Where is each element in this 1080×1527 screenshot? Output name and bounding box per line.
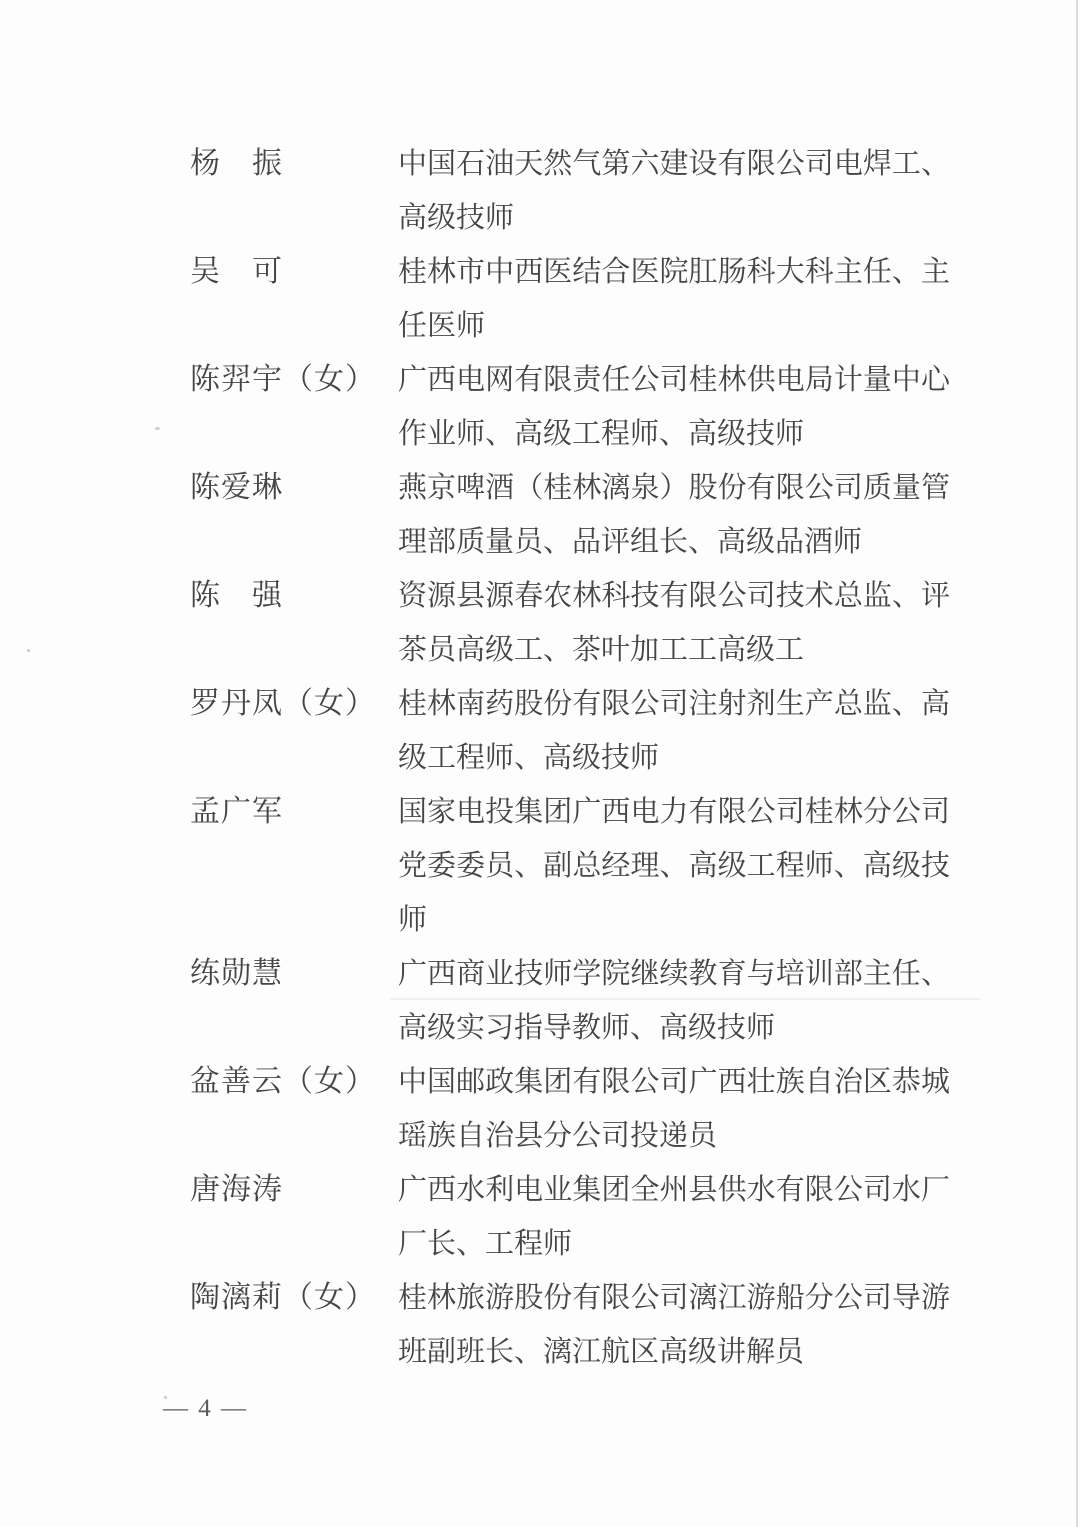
person-position: 中国石油天然气第六建设有限公司电焊工、高级技师 xyxy=(398,148,950,234)
person-name: 练勋慧 xyxy=(190,957,283,990)
page-number: — 4 — xyxy=(163,1395,248,1422)
honoree-entry xyxy=(190,1271,954,1379)
person-position: 广西电网有限责任公司桂林供电局计量中心作业师、高级工程师、高级技师 xyxy=(398,364,950,450)
honoree-entry xyxy=(190,1163,954,1271)
honoree-entry xyxy=(190,1055,954,1163)
person-name: 唐海涛 xyxy=(190,1173,283,1206)
person-name: 陈爱琳 xyxy=(190,471,283,504)
scan-edge-artifact xyxy=(1076,0,1078,1527)
honoree-entry xyxy=(190,947,954,1055)
person-position: 广西商业技师学院继续教育与培训部主任、高级实习指导教师、高级技师 xyxy=(398,958,950,1044)
honoree-entry xyxy=(190,245,954,353)
person-position: 桂林南药股份有限公司注射剂生产总监、高级工程师、高级技师 xyxy=(398,688,950,774)
person-position: 桂林旅游股份有限公司漓江游船分公司导游班副班长、漓江航区高级讲解员 xyxy=(398,1282,950,1368)
honoree-entry xyxy=(190,677,954,785)
person-name: 杨 振 xyxy=(190,147,283,180)
person-position: 中国邮政集团有限公司广西壮族自治区恭城瑶族自治县分公司投递员 xyxy=(398,1066,950,1152)
honoree-entry xyxy=(190,569,954,677)
person-position: 桂林市中西医结合医院肛肠科大科主任、主任医师 xyxy=(398,256,950,342)
person-name: 陈 强 xyxy=(190,579,283,612)
honoree-list xyxy=(190,137,954,1379)
person-position: 广西水利电业集团全州县供水有限公司水厂厂长、工程师 xyxy=(398,1174,950,1260)
honoree-entry xyxy=(190,353,954,461)
person-name: 陈羿宇（女） xyxy=(190,363,376,396)
honoree-entry xyxy=(190,137,954,245)
scan-speck xyxy=(27,649,30,652)
person-name: 孟广军 xyxy=(190,795,283,828)
honoree-entry xyxy=(190,785,954,947)
person-name: 盆善云（女） xyxy=(190,1065,376,1098)
honoree-entry xyxy=(190,461,954,569)
person-position: 国家电投集团广西电力有限公司桂林分公司党委委员、副总经理、高级工程师、高级技师 xyxy=(398,796,950,936)
scan-speck xyxy=(155,427,160,430)
person-position: 资源县源春农林科技有限公司技术总监、评茶员高级工、茶叶加工工高级工 xyxy=(398,580,950,666)
person-name: 吴 可 xyxy=(190,255,283,288)
person-position: 燕京啤酒（桂林漓泉）股份有限公司质量管理部质量员、品评组长、高级品酒师 xyxy=(398,472,950,558)
person-name: 陶漓莉（女） xyxy=(190,1281,376,1314)
person-name: 罗丹凤（女） xyxy=(190,687,376,720)
